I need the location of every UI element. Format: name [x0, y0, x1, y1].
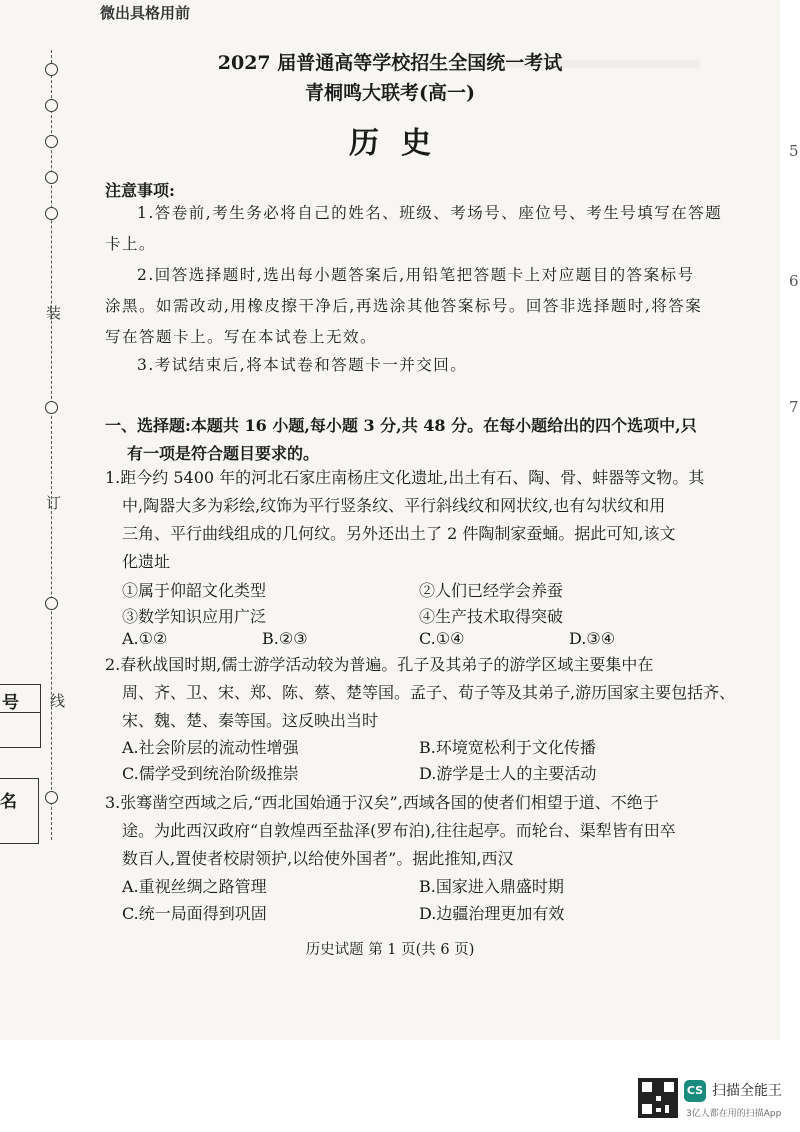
right-edge-number: 6 [789, 272, 799, 290]
top-cut-text: 微出具格用前 [100, 4, 191, 22]
question-1-option-d: D.③④ [569, 629, 616, 648]
notice-item-1 [105, 198, 745, 260]
question-1-stem [105, 464, 750, 576]
question-1-statement: ③数学知识应用广泛 [122, 607, 267, 626]
question-2-option-b: B.环境宽松利于文化传播 [419, 738, 596, 757]
question-3-option-c: C.统一局面得到巩固 [122, 904, 267, 923]
page-footer: 历史试题 第 1 页(共 6 页) [305, 942, 475, 958]
question-stem-line: 途。为此西汉政府“自敦煌西至盐泽(罗布泊),往往起亭。而轮台、渠犁皆有田卒 [122, 821, 676, 840]
notice-item-3-line: 3.考试结束后,将本试卷和答题卡一并交回。 [137, 356, 468, 374]
name-label: 名 [0, 792, 17, 812]
question-stem-line: 中,陶器大多为彩绘,纹饰为平行竖条纹、平行斜线纹和网状纹,也有勾状纹和用 [122, 496, 666, 515]
cs-logo-icon: CS [684, 1080, 706, 1102]
question-1-statement: ④生产技术取得突破 [419, 607, 564, 626]
section-heading-line: 一、选择题:本题共 16 小题,每小题 3 分,共 48 分。在每小题给出的四个选项中,只 [105, 416, 697, 435]
scan-footer-band [0, 1040, 800, 1132]
question-stem-line: 1.距今约 5400 年的河北石家庄南杨庄文化遗址,出土有石、陶、骨、蚌器等文物。其 [105, 468, 705, 487]
question-2-option-a: A.社会阶层的流动性增强 [122, 738, 299, 757]
question-stem-line: 3.张骞凿空西域之后,“西北国始通于汉矣”,西域各国的使者们相望于道、不绝于 [105, 793, 659, 812]
notice-heading: 注意事项: [105, 181, 175, 200]
question-3-option-a: A.重视丝绸之路管理 [122, 877, 267, 896]
question-1-statement: ①属于仰韶文化类型 [122, 581, 267, 600]
exam-subtitle: 青桐鸣大联考(高一) [305, 82, 475, 104]
question-2-stem [105, 651, 750, 735]
scanner-app-name: 扫描全能王 [712, 1083, 782, 1099]
binding-label-ding: 订 [46, 494, 62, 512]
question-1-statement: ②人们已经学会养蚕 [419, 581, 564, 600]
notice-item-2 [105, 260, 745, 353]
question-2-option-d: D.游学是士人的主要活动 [419, 764, 597, 783]
qr-code-icon [638, 1078, 678, 1118]
binding-label-zhuang: 装 [46, 304, 62, 322]
binding-hole [45, 401, 58, 414]
right-edge-number: 7 [789, 398, 799, 416]
exam-title: 2027 届普通高等学校招生全国统一考试 [217, 52, 563, 74]
notice-item-2-line: 涂黑。如需改动,用橡皮擦干净后,再选涂其他答案标号。回答非选择题时,将答案 [105, 297, 703, 315]
question-3-option-d: D.边疆治理更加有效 [419, 904, 565, 923]
question-stem-line: 化遗址 [122, 552, 171, 571]
question-stem-line: 宋、魏、楚、秦等国。这反映出当时 [122, 711, 379, 730]
notice-item-3 [105, 350, 745, 381]
question-stem-line: 周、齐、卫、宋、郑、陈、蔡、楚等国。孟子、荀子等及其弟子,游历国家主要包括齐、 [122, 683, 736, 702]
question-1-option-a: A.①② [122, 629, 168, 648]
notice-item-1-line: 1.答卷前,考生务必将自己的姓名、班级、考场号、座位号、考生号填写在答题 [137, 204, 723, 222]
question-3-option-b: B.国家进入鼎盛时期 [419, 877, 564, 896]
binding-dashed-line [51, 50, 52, 840]
question-stem-line: 数百人,置使者校尉领护,以给使外国者”。据此推知,西汉 [122, 849, 514, 868]
section-heading-line: 有一项是符合题目要求的。 [127, 444, 320, 463]
section-heading [105, 412, 750, 468]
question-3-stem [105, 789, 750, 873]
question-stem-line: 三角、平行曲线组成的几何纹。另外还出土了 2 件陶制家蚕蛹。据此可知,该文 [122, 524, 676, 543]
right-edge-number: 5 [789, 142, 799, 160]
binding-hole [45, 791, 58, 804]
notice-item-2-line: 写在答题卡上。写在本试卷上无效。 [105, 328, 378, 346]
binding-hole [45, 207, 58, 220]
binding-hole [45, 597, 58, 610]
notice-item-1-line: 卡上。 [105, 235, 157, 253]
question-stem-line: 2.春秋战国时期,儒士游学活动较为普遍。孔子及其弟子的游学区域主要集中在 [105, 655, 654, 674]
question-1-option-b: B.②③ [262, 629, 308, 648]
exam-number-label: 号 [2, 693, 19, 713]
notice-item-2-line: 2.回答选择题时,选出每小题答案后,用铅笔把答题卡上对应题目的答案标号 [137, 266, 695, 284]
question-1-option-c: C.①④ [419, 629, 465, 648]
scanner-app-slogan: 3亿人都在用的扫描App [686, 1109, 782, 1119]
binding-hole [45, 171, 58, 184]
binding-label-xian: 线 [50, 692, 66, 710]
subject-title: 历史 [349, 126, 453, 161]
question-2-option-c: C.儒学受到统治阶级推崇 [122, 764, 299, 783]
